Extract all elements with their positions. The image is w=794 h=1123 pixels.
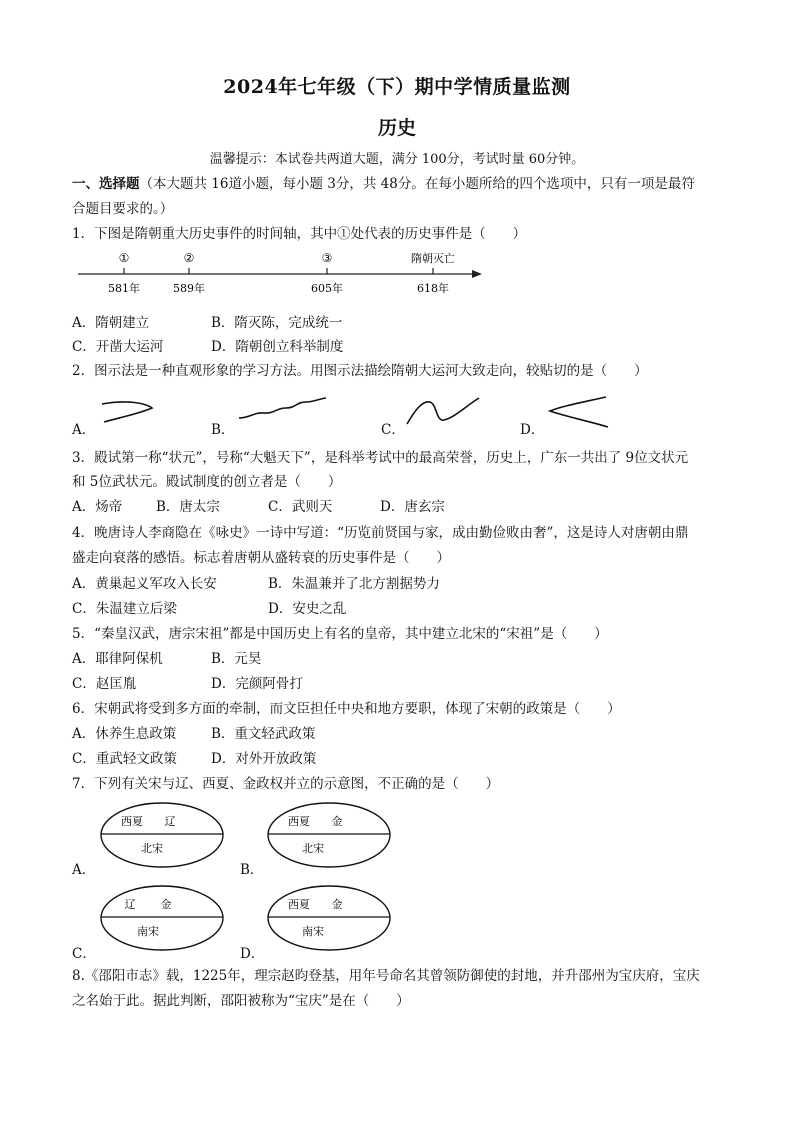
- diagram-b-top-left: 西夏: [288, 815, 310, 828]
- subject-title: 历史: [377, 117, 416, 139]
- q6-option-a[interactable]: A．休养生息政策: [72, 726, 177, 742]
- timeline-marker-3: ③: [321, 251, 333, 265]
- q2-canal-shape-b: [236, 396, 331, 424]
- q3-stem-2: 和 5位武状元。殿试制度的创立者是（ ）: [72, 474, 342, 490]
- q5-option-c[interactable]: C．赵匡胤: [72, 676, 137, 692]
- q6-stem: 6．宋朝武将受到多方面的牵制，而文臣担任中央和地方要职，体现了宋朝的政策是（ ）: [72, 701, 621, 717]
- q7-diagram-d: [265, 883, 393, 953]
- q7-option-c[interactable]: C．: [72, 946, 96, 962]
- diagram-d-top-right: 金: [331, 898, 343, 911]
- q7-diagram-a: [98, 800, 226, 870]
- section1-heading-line: [72, 172, 695, 192]
- diagram-a-top-right: 辽: [164, 815, 176, 828]
- q5-stem: 5．“秦皇汉武，唐宗宋祖”都是中国历史上有名的皇帝，其中建立北宋的“宋祖”是（ ）: [72, 626, 608, 642]
- section1-desc-cont: 合题目要求的。）: [72, 201, 174, 217]
- q4-option-d[interactable]: D．安史之乱: [268, 601, 347, 617]
- q5-option-b[interactable]: B．元昊: [211, 651, 262, 667]
- timeline-marker-4: 隋朝灭亡: [411, 252, 455, 265]
- q3-option-a[interactable]: A．炀帝: [72, 499, 123, 515]
- q5-option-a[interactable]: A．耶律阿保机: [72, 651, 163, 667]
- q4-option-b[interactable]: B．朱温兼并了北方割据势力: [268, 576, 440, 592]
- timeline-year-2: 589年: [173, 282, 205, 295]
- timeline-marker-1: ①: [118, 251, 130, 265]
- q2-stem: 2．图示法是一种直观形象的学习方法。用图示法描绘隋朝大运河大致走向，较贴切的是（ ）: [72, 363, 648, 379]
- q2-option-a[interactable]: A．: [72, 422, 96, 438]
- q3-option-c[interactable]: C．武则天: [268, 499, 333, 515]
- diagram-b-top-right: 金: [331, 815, 343, 828]
- q2-option-d[interactable]: D．: [520, 422, 545, 438]
- q4-stem-2: 盛走向衰落的感悟。标志着唐朝从盛转衰的历史事件是（ ）: [72, 550, 450, 566]
- timeline-arrow: [472, 270, 482, 278]
- q2-canal-shape-d: [544, 394, 614, 430]
- exam-title: 2024年七年级（下）期中学情质量监测: [223, 76, 571, 98]
- q4-option-c[interactable]: C．朱温建立后梁: [72, 601, 177, 617]
- q1-stem: 1．下图是隋朝重大历史事件的时间轴，其中①处代表的历史事件是（ ）: [72, 226, 527, 242]
- q1-option-a[interactable]: A．隋朝建立: [72, 315, 150, 331]
- diagram-d-top-left: 西夏: [288, 898, 310, 911]
- q3-option-d[interactable]: D．唐玄宗: [380, 499, 445, 515]
- q1-option-d[interactable]: D．隋朝创立科举制度: [211, 339, 344, 355]
- q7-option-a[interactable]: A．: [72, 862, 96, 878]
- q2-canal-shape-a: [98, 396, 158, 426]
- q7-diagram-b: [265, 800, 393, 870]
- timeline-year-3: 605年: [311, 282, 343, 295]
- q4-stem-1: 4．晚唐诗人李商隐在《咏史》一诗中写道：“历览前贤国与家，成由勤俭败由奢”，这是诗人对唐朝由鼎: [72, 525, 689, 541]
- diagram-c-bottom: 南宋: [137, 925, 159, 938]
- q2-canal-shape-c: [404, 396, 484, 428]
- diagram-d-bottom: 南宋: [302, 925, 324, 938]
- q7-diagram-c: [98, 883, 226, 953]
- q2-option-b[interactable]: B．: [211, 422, 235, 438]
- q7-option-b[interactable]: B．: [240, 862, 264, 878]
- timeline-year-4: 618年: [417, 282, 449, 295]
- diagram-c-top-left: 辽: [124, 898, 136, 911]
- q7-option-d[interactable]: D．: [240, 946, 265, 962]
- q1-option-c[interactable]: C．开凿大运河: [72, 339, 164, 355]
- diagram-a-bottom: 北宋: [141, 842, 163, 855]
- q1-option-b[interactable]: B．隋灭陈，完成统一: [211, 315, 343, 331]
- timeline-year-1: 581年: [108, 282, 140, 295]
- q4-option-a[interactable]: A．黄巢起义军攻入长安: [72, 576, 217, 592]
- q8-stem-2: 之名始于此。据此判断，邵阳被称为“宝庆”是在（ ）: [72, 993, 410, 1009]
- section1-desc: （本大题共 16道小题，每小题 3分，共 48分。在每小题所给的四个选项中，只有一项是最符: [139, 176, 695, 192]
- diagram-b-bottom: 北宋: [302, 842, 324, 855]
- timeline-marker-2: ②: [183, 251, 195, 265]
- q3-option-b[interactable]: B．唐太宗: [156, 499, 220, 515]
- q3-stem-1: 3．殿试第一称“状元”，号称“大魁天下”，是科举考试中的最高荣誉，历史上，广东一共出了 9位文状元: [72, 450, 689, 466]
- q5-option-d[interactable]: D．完颜阿骨打: [211, 676, 303, 692]
- diagram-a-top-left: 西夏: [121, 815, 143, 828]
- exam-notice: 温馨提示：本试卷共两道大题，满分 100分，考试时量 60分钟。: [209, 152, 585, 167]
- q8-stem-1: 8.《邵阳市志》载，1225年，理宗赵昀登基，用年号命名其曾领防御使的封地，并升邵州为宝庆府，宝庆: [72, 968, 700, 984]
- diagram-c-top-right: 金: [160, 898, 172, 911]
- q6-option-d[interactable]: D．对外开放政策: [211, 751, 317, 767]
- section1-heading: 一、选择题: [72, 176, 140, 192]
- q6-option-b[interactable]: B．重文轻武政策: [211, 726, 316, 742]
- q1-timeline: [72, 246, 492, 298]
- q7-stem: 7．下列有关宋与辽、西夏、金政权并立的示意图，不正确的是（ ）: [72, 776, 500, 792]
- q6-option-c[interactable]: C．重武轻文政策: [72, 751, 177, 767]
- q2-option-c[interactable]: C．: [381, 422, 405, 438]
